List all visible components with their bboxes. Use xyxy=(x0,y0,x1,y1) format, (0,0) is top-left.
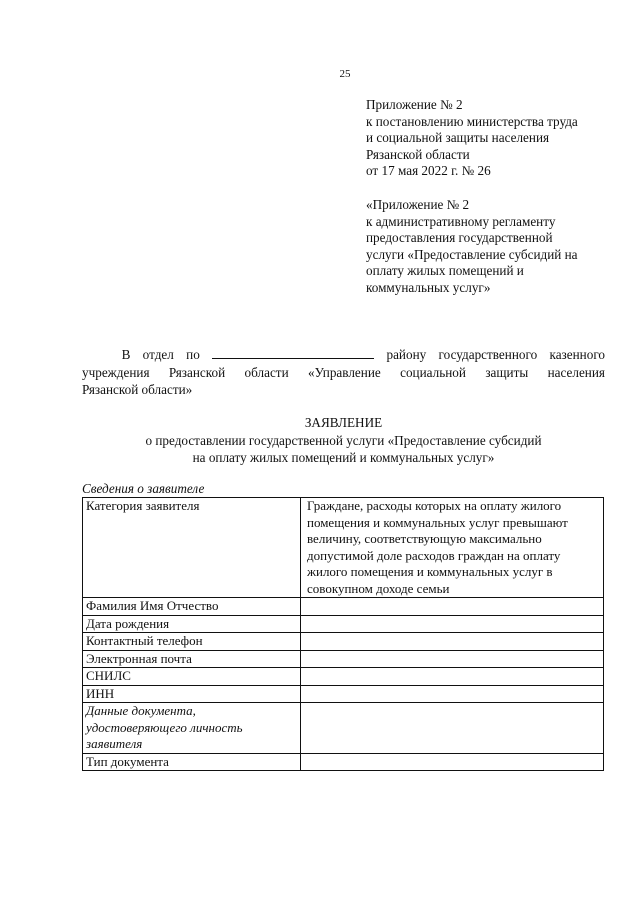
field-label: Фамилия Имя Отчество xyxy=(83,598,301,616)
table-row xyxy=(83,598,604,616)
table-row xyxy=(83,615,604,633)
table-row xyxy=(83,668,604,686)
appendix-line: от 17 мая 2022 г. № 26 xyxy=(366,163,491,179)
document-title: ЗАЯВЛЕНИЕ xyxy=(304,415,383,430)
applicant-info-table xyxy=(82,497,604,771)
regulation-line: оплату жилых помещений и xyxy=(366,263,524,279)
addressee-line-2: учреждения Рязанской области «Управление социальной защиты населения xyxy=(82,364,605,380)
addressee-suffix: району государственного казенного xyxy=(386,347,605,362)
table-row xyxy=(83,753,604,771)
appendix-line: Приложение № 2 xyxy=(366,97,463,112)
regulation-line: предоставления государственной xyxy=(366,230,553,246)
table-row xyxy=(83,685,604,703)
section-caption: Сведения о заявителе xyxy=(82,481,205,496)
appendix-line: Рязанской области xyxy=(366,146,470,162)
field-label: Категория заявителя xyxy=(83,498,301,598)
email-field[interactable] xyxy=(301,650,604,668)
appendix-header xyxy=(366,97,616,297)
field-label: СНИЛС xyxy=(83,668,301,686)
regulation-line: коммунальных услуг» xyxy=(366,279,491,295)
inn-field[interactable] xyxy=(301,685,604,703)
field-label: Контактный телефон xyxy=(83,633,301,651)
addressee-line-1 xyxy=(82,346,605,364)
field-label: Электронная почта xyxy=(83,650,301,668)
regulation-line: «Приложение № 2 xyxy=(366,196,470,212)
appendix-line: и социальной защиты населения xyxy=(366,130,550,146)
table-row xyxy=(83,633,604,651)
field-label: Дата рождения xyxy=(83,615,301,633)
regulation-line: к административному регламенту xyxy=(366,213,556,229)
full-name-field[interactable] xyxy=(301,598,604,616)
document-subtitle-line: на оплату жилых помещений и коммунальных услуг» xyxy=(192,450,495,465)
birth-date-field[interactable] xyxy=(301,615,604,633)
document-heading xyxy=(82,414,605,467)
identity-document-field[interactable] xyxy=(301,703,604,754)
snils-field[interactable] xyxy=(301,668,604,686)
regulation-line: услуги «Предоставление субсидий на xyxy=(366,246,578,262)
field-label: Тип документа xyxy=(83,753,301,771)
page-number: 25 xyxy=(339,68,351,80)
addressee-block xyxy=(82,346,605,399)
addressee-prefix: В отдел по xyxy=(121,347,200,362)
document-subtitle-line: о предоставлении государственной услуги «Предоставление субсидий xyxy=(145,432,542,448)
table-row xyxy=(83,650,604,668)
document-type-field[interactable] xyxy=(301,753,604,771)
district-blank-field[interactable] xyxy=(212,347,374,359)
field-value: Граждане, расходы которых на оплату жилого помещения и коммунальных услуг превышают величину, соответствующую максимально допустимой доле расходов граждан на оплату жилого помещения и коммунальных услуг в совокупном доходе семьи xyxy=(301,498,604,598)
table-row xyxy=(83,498,604,598)
addressee-line-3: Рязанской области» xyxy=(82,382,193,397)
field-label: Данные документа, удостоверяющего личность заявителя xyxy=(83,703,301,754)
field-label: ИНН xyxy=(83,685,301,703)
appendix-line: к постановлению министерства труда xyxy=(366,113,578,129)
phone-field[interactable] xyxy=(301,633,604,651)
table-row xyxy=(83,703,604,754)
